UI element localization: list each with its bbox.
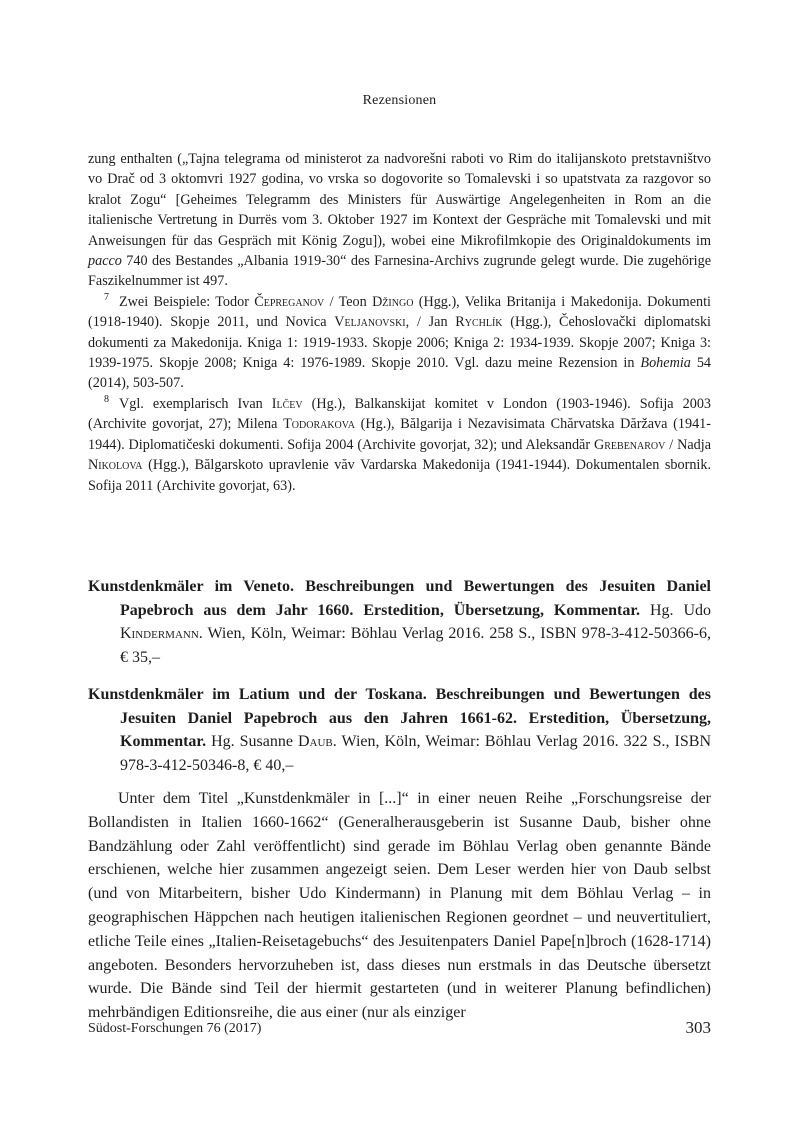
running-head: Rezensionen — [362, 93, 437, 108]
footnote-7: $^7$ Zwei Beispiele: Todor Čepreganov / Teon Džingo (Hgg.), Velika Britanija i Makedonija. Dokumenti (1918-1940). Skopje 2011, und Novica Veljanovski, / Jan Rychlík (Hgg.), Čehoslovački diplomatski dokumenti za Makedonija. Kniga 1: 1919-1933. Skopje 2006; Kniga 2: 1934-1939. Skopje 2007; Kniga 3: 1939-1975. Skopje 2008; Kniga 4: 1976-1989. Skopje 2010. Vgl. dazu meine Rezension in Bohemia 54 (2014), 503-507. — [88, 292, 712, 392]
footnotes — [88, 149, 711, 496]
page — [88, 0, 711, 1129]
review-heading-2: Kunstdenkmäler im Latium und der Toskana. Beschreibungen und Bewertungen des Jesuiten Daniel Papebroch aus den Jahren 1661-62. Erstedition, Übersetzung, Kommentar. Hg. Susanne Daub. Wien, Köln, Weimar: Böhlau Verlag 2016. 322 S., ISBN 978-3-412-50346-8, € 40,– — [88, 686, 712, 774]
footnote-8: $^8$ Vgl. exemplarisch Ivan Ilčev (Hg.), Balkanskijat komitet v London (1903-1946). Sofija 2003 (Archivite govorjat, 27); Milena Todorakova (Hg.), Bălgarija i Nezavisimata Chărvatska Dăržava (1941-1944). Diplomatičeski dokumenti. Sofija 2004 (Archivite govorjat, 32); und Aleksandăr Grebenarov / Nadja Nikolova (Hgg.), Bălgarskoto upravlenie văv Vardarska Makedonija (1941-1944). Dokumentalen sbornik. Sofija 2011 (Archivite govorjat, 63). — [88, 394, 712, 494]
page-number: 303 — [685, 1018, 711, 1037]
review-heading-1: Kunstdenkmäler im Veneto. Beschreibungen und Bewertungen des Jesuiten Daniel Papebroch aus dem Jahr 1660. Erstedition, Übersetzung, Kommentar. Hg. Udo Kindermann. Wien, Köln, Weimar: Böhlau Verlag 2016. 258 S., ISBN 978-3-412-50366-6, € 35,– — [88, 578, 712, 666]
review-body — [88, 787, 711, 1025]
body-paragraph: Unter dem Titel „Kunstdenkmäler in [...]“ in einer neuen Reihe „Forschungsreise der Bollandisten in Italien 1660-1662“ (Generalherausgeberin ist Susanne Daub, bisher ohne Bandzählung oder Zahl veröffentlicht) sind gerade im Böhlau Verlag oben genannte Bände erschienen, welche hier zusammen angezeigt seien. Dem Leser werden hier von Daub selbst (und von Mitarbeitern, bisher Udo Kindermann) in Planung mit dem Böhlau Verlag – in geographischen Häppchen nach heutigen italienischen Regionen geordnet – und neuvertituliert, etliche Teile eines „Italien-Reisetagebuchs“ des Jesuitenpaters Daniel Pape[n]broch (1628-1714) angeboten. Besonders hervorzuheben ist, dass dieses nun erstmals in das Deutsche übersetzt wurde. Die Bände sind Teil der hiermit gestarteten (und in weiterer Planung befindlichen) mehrbändigen Editionsreihe, die aus einer (nur als einziger — [88, 790, 711, 1022]
footnote-continuation: zung enthalten („Tajna telegrama od ministerot za nadvorešni raboti vo Rim do italijanskoto pretstavništvo vo Drač od 3 oktomvri 1927 godina, vo vrska so dogovorite so Tomalevski i so upatstvata za razgovor so kralot Zogu“ [Geheimes Telegramm des Ministers für Auswärtige Angelegenheiten in Rom an die italienische Vertretung in Durrës vom 3. Oktober 1927 im Kontext der Gespräche mit Tomalevski und mit Anweisungen für das Gespräch mit König Zogu]), wobei eine Mikrofilmkopie des Originaldokuments im pacco 740 des Bestandes „Albania 1919-30“ des Farnesina-Archivs zugrunde gelegt wurde. Die zugehörige Faszikelnummer ist 497. — [88, 151, 711, 290]
journal-footer: Südost-Forschungen 76 (2017) — [88, 1021, 262, 1036]
